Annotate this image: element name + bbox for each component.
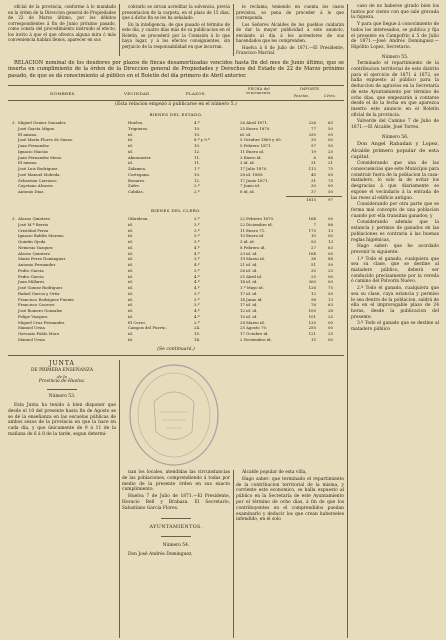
header-fecha: FECHA del vencimiento. xyxy=(246,87,272,96)
column-rule xyxy=(119,4,120,56)
row-pesetas: 36 xyxy=(311,256,316,262)
row-cents: 50 xyxy=(328,290,333,296)
row-fecha: 17 Junio 1871. xyxy=(240,177,269,183)
ayuntamientos-title: AYUNTAMIENTOS. xyxy=(149,524,203,530)
row-cents: 50 xyxy=(328,262,333,267)
row-pesetas: 51 xyxy=(311,262,316,267)
row-pesetas: 10 xyxy=(311,233,316,239)
paragraph: 1.º Todo el ganado, cualquiera que sea su clase, que se destine al matadero público, deberá ser conducido precisamente por la vereda ó camino del Polvorín Nuevo. xyxy=(351,256,439,285)
ayuntamientos-number: Número 54. xyxy=(162,543,190,549)
row-name: Ignacio Macías xyxy=(18,148,48,154)
row-fecha: 17 Octubre id. xyxy=(240,331,269,336)
row-pesetas: 19 xyxy=(311,148,316,154)
row-cents: 25 xyxy=(328,331,333,336)
row-cents: 75 xyxy=(328,166,333,171)
row-cents: 75 xyxy=(328,285,333,290)
table-rule-bottom xyxy=(8,355,344,356)
row-fecha: 25 Agosto 70. xyxy=(240,325,268,331)
row-plazo: 3.º xyxy=(194,227,200,233)
row-pesetas: 25 xyxy=(311,273,316,279)
row-cents: 63 xyxy=(328,120,333,125)
row-vecindad: id. xyxy=(128,279,133,285)
row-plazo: 3.º xyxy=(194,302,200,308)
row-cents: 00 xyxy=(328,183,333,189)
row-fecha: 17 id. id. xyxy=(240,290,258,296)
section-rule xyxy=(161,536,191,537)
row-name: Antonio Fernandez xyxy=(18,262,56,267)
notice-number-55: Número 55. xyxy=(381,54,409,60)
row-plazo: 4.º xyxy=(194,308,200,313)
junta-subtitle: DE PRIMERA ENSEÑANZA xyxy=(30,368,94,373)
paragraph: En la inteligencia, de que pasado el término de este dia, y cuatro días más de su publicacion en el Boletín, se procederá por la Comisión á lo que haya lugar, y á los efectos consiguientes, sin perjuicio de la responsabilidad en que incurran. xyxy=(122,21,230,49)
row-cents: 50 xyxy=(328,143,333,148)
row-pesetas: 6 xyxy=(313,154,316,160)
row-pesetas: 164 xyxy=(308,216,316,221)
row-name: Nemesio Vazquez xyxy=(18,244,53,250)
bottom-mid-column xyxy=(122,470,230,559)
row-name: Alonso Quintero xyxy=(18,216,50,221)
row-name: José Gomez Rodriguez xyxy=(18,285,63,290)
row-vecindad: id. xyxy=(128,143,133,148)
row-pesetas: 125 xyxy=(308,319,316,325)
row-vecindad: id. xyxy=(128,137,133,143)
row-plazo: 3.º xyxy=(194,216,200,221)
row-fecha: 10 id. id. xyxy=(240,313,258,319)
row-fecha: 1.º Mayo id. xyxy=(240,285,264,290)
subtotal-row xyxy=(8,197,344,203)
junta-column xyxy=(8,360,116,439)
junta-rule xyxy=(47,389,77,390)
table-clero xyxy=(8,216,344,343)
row-vecindad: id. xyxy=(128,336,133,342)
row-name: Pedro Garcia xyxy=(18,267,44,273)
junta-title: JUNTA xyxy=(49,360,75,367)
row-fecha: 22 Febrero 1870. xyxy=(240,216,275,221)
row-name: Sebastian Carrasco. xyxy=(18,177,58,183)
paragraph: caso de no haberse girado bien los tantos por ciento con que sale gravada la riqueza. xyxy=(351,4,439,21)
junta-number: Número 53. xyxy=(48,393,76,399)
top-right-column xyxy=(236,4,344,57)
row-vecindad: Cortegana. xyxy=(128,171,150,177)
row-plazo: 3.º xyxy=(194,267,200,273)
row-plazo: 3.º xyxy=(194,233,200,239)
paragraph: oficial de la provincia, conforme á lo mandado en la órden de la Direccion general de Propiedades de 22 de Marzo último, por los débitos correspondientes á fin de Junio próximo pasado, como consta del procedimiento instruido al efecto, los invito á que el que ofrezca alguna mira ó más conveniencia hablan llenos, aparecer en sus xyxy=(8,4,116,42)
row-vecindad: id. xyxy=(128,331,133,336)
row-name: José Romero Gonzalez xyxy=(18,308,63,313)
row-name: Miguel Gomez Gonzalez xyxy=(18,120,66,125)
row-plazo: 4.º xyxy=(194,262,200,267)
row-vecindad: Trigueros. xyxy=(128,125,149,131)
row-vecindad: id. xyxy=(128,233,133,239)
row-cents: 00 xyxy=(328,325,333,331)
subtotal-cents: 97 xyxy=(328,197,333,202)
row-cents: 00 xyxy=(328,171,333,177)
header-plazos: PLAZOS. xyxy=(186,91,207,96)
row-pesetas: 31 xyxy=(311,177,316,183)
row-cents: 25 xyxy=(328,267,333,273)
row-cents: 13 xyxy=(328,239,333,244)
row-cents: 00 xyxy=(328,216,333,221)
row-pesetas: 77 xyxy=(311,125,316,131)
row-plazo: 3.º xyxy=(194,256,200,262)
row-vecindad: Campos del Puerto. xyxy=(128,325,167,331)
row-vecindad: Zufre. xyxy=(128,183,141,189)
row-vecindad: Bonares. xyxy=(128,177,146,183)
table-estado xyxy=(8,120,344,195)
row-name: Rafael Garcia y Ortiz xyxy=(18,290,60,296)
row-fecha: 17 Julio 1870. xyxy=(240,166,268,171)
row-name: José García Migue. xyxy=(18,125,56,131)
row-name: Pedro Garcia xyxy=(18,273,44,279)
row-cents: 88 xyxy=(328,154,333,160)
row-cents: 00 xyxy=(328,319,333,325)
row-cents: 63 xyxy=(328,302,333,308)
row-cents: 00 xyxy=(328,273,333,279)
row-plazo: 10. xyxy=(194,143,201,148)
row-pesetas: 50 xyxy=(311,239,316,244)
row-pesetas: 76 xyxy=(311,302,316,308)
paragraph: Considerando que una de las consecuencias que este Municipio para construir fuera de la poblacion la casa-matadero, lo solo la de evitar los desgracias á que diariamente se expone el vecindario á la entrada de las reses al edificio antiguo. xyxy=(351,161,439,201)
section-rule xyxy=(161,518,191,519)
row-plazo: 3.º xyxy=(194,239,200,244)
row-fecha: 22 Diciembre id. xyxy=(240,221,273,227)
table-row xyxy=(8,337,344,343)
row-plazo: 2.º xyxy=(194,319,200,325)
row-name: Francisco Rodriguez Puente xyxy=(18,296,74,302)
row-fecha: 23 id. id. xyxy=(240,250,258,256)
row-vecindad: id. xyxy=(128,227,133,233)
row-pesetas: 121 xyxy=(308,331,316,336)
junta-province: Provincia de Huelva. xyxy=(38,379,86,384)
row-fecha: 3 id. id. xyxy=(240,239,255,244)
row-fecha: 12 id. id. xyxy=(240,308,258,313)
row-plazo: 10. xyxy=(194,125,201,131)
row-vecindad: id. xyxy=(128,273,133,279)
row-fecha: 19 Marzo id. xyxy=(240,256,265,262)
header-importe: IMPORTE xyxy=(300,87,320,91)
row-vecindad: id. xyxy=(128,290,133,296)
row-number: 3. xyxy=(12,216,16,221)
row-vecindad: id. xyxy=(128,244,133,250)
subtotal-pesetas: 1815 xyxy=(306,197,316,202)
row-name: Juan Fernandez xyxy=(18,143,49,148)
column-rule xyxy=(233,4,234,56)
row-vecindad: id. xyxy=(128,239,133,244)
row-plazo: 2.º xyxy=(194,183,200,189)
row-fecha: 21 id. id. xyxy=(240,262,258,267)
row-fecha: 25 Abril id. xyxy=(240,273,263,279)
relacion-title: RELACION nominal de los deudores por plazos de fincas desamortizadas vencidos hasta fin del mes de Junio último, que se inserta en cumplimiento de la órden de la Direccion general de Propiedades y Derechos del Estado de 22 de Marzo próximo pasado, de que se dá conocimiento al público en el Boletín del día primero de Abril anterior. xyxy=(8,60,344,79)
row-cents: 88 xyxy=(328,221,333,227)
column-rule xyxy=(347,4,348,638)
top-mid-column xyxy=(122,4,230,50)
row-cents: 50 xyxy=(328,189,333,194)
row-cents: 75 xyxy=(328,177,333,183)
row-fecha: 8 id. id. xyxy=(240,189,255,194)
row-fecha: 25 Enero 1870. xyxy=(240,125,271,131)
row-pesetas: 126 xyxy=(308,285,316,290)
row-vecindad: id. xyxy=(128,296,133,302)
paragraph: Considerando por otra parte que se forma mal concepto de una poblacion cuando por ella transitan ganados; y xyxy=(351,202,439,219)
column-rule xyxy=(233,470,234,638)
row-cents: 13 xyxy=(328,227,333,233)
row-cents: 13 xyxy=(328,296,333,302)
row-vecindad: id. xyxy=(128,131,133,137)
paragraph: Terminado el repartimiento de la contribucion territorial de este distrito para el ejercicio de 1871 á 1872, se halla expuesto al público para la deduccion de agravios en la Secretaría de este Ayuntamiento por término de ocho días, que empezarán á contarse desde el de la fecha en que aparezca inserto este anuncio en el Boletín oficial de la provincia. xyxy=(351,61,439,118)
row-fecha: 7 Junio id. xyxy=(240,183,261,189)
paragraph: Hago saber: que he acordado prevenir lo siguiente: xyxy=(351,244,439,255)
row-plazo: 10. xyxy=(194,171,201,177)
paragraph: cobrarlo se sirvan acreditar la solvencia, previa presentacion de la carpeta, en el plazo de 15 días, que á dicho fin se les ha señalado. xyxy=(122,4,230,20)
row-vecindad: id. xyxy=(128,285,133,290)
row-vecindad: id. xyxy=(128,160,133,166)
row-vecindad: Almonaster. xyxy=(128,154,152,160)
header-cents: Cénts. xyxy=(324,94,337,98)
row-plazo: 4.º xyxy=(194,313,200,319)
row-plazo: 3.º xyxy=(194,296,200,302)
row-fecha: 3 Enero id. xyxy=(240,154,262,160)
row-fecha: 5 Febrero 1871. xyxy=(240,143,272,148)
row-plazo: 11. xyxy=(194,154,201,160)
row-cents: 00 xyxy=(328,233,333,239)
row-plazo: 4.º xyxy=(194,273,200,279)
row-plazo: 4.º xyxy=(194,279,200,285)
row-fecha: 11 Enero 71. xyxy=(240,227,266,233)
row-name: Manuel Ursia xyxy=(18,325,45,331)
row-fecha: 17 id. id. xyxy=(240,302,258,308)
row-cents: 00 xyxy=(328,131,333,137)
row-cents: 63 xyxy=(328,244,333,250)
row-name: Antonio Diaz. xyxy=(18,189,45,194)
row-fecha: 8 Febrero id. xyxy=(240,244,266,250)
paragraph: Don Angel Rabadan y Lopez, Alcalde primero popular de esta capital. xyxy=(351,141,439,161)
row-vecindad: El Cerro. xyxy=(128,319,146,325)
row-name: Alonso Quintero xyxy=(18,250,50,256)
paragraph: Valverde del Camino 7 de Julio de 1871.—El Alcalde, José Torres. xyxy=(351,119,439,131)
row-vecindad: Gibraleon. xyxy=(128,216,149,221)
junta-subtitle-2: de la xyxy=(57,373,67,379)
row-fecha: 28 Marzo id. xyxy=(240,319,265,325)
row-vecindad: id. xyxy=(128,302,133,308)
paragraph: nan los locales, atendidas las circunstancias de las poblaciones, comprendiendo á todas por medio de la presente órden en sus exacto cumplimiento. xyxy=(122,470,230,493)
paragraph: le reclama, teniendo en cuenta los casos previstos, so pena de proceder á lo que corresponda. xyxy=(236,4,344,20)
row-fecha: 28 id. 1869. xyxy=(240,171,264,177)
row-pesetas: 30 xyxy=(311,183,316,189)
table-rule-header xyxy=(8,100,344,101)
row-vecindad: id. xyxy=(128,148,133,154)
row-name: José Luis Rodriguez. xyxy=(18,166,59,171)
row-cents: 00 xyxy=(328,250,333,256)
row-plazo: 12. xyxy=(194,177,201,183)
row-name: Francisco Caceres xyxy=(18,302,55,308)
row-fecha: 26 id. id. xyxy=(240,267,258,273)
row-plazo: 4.º xyxy=(194,285,200,290)
row-name: José Manuel Moheda. xyxy=(18,171,61,177)
row-pesetas: 97 xyxy=(311,143,316,148)
row-pesetas: 330 xyxy=(308,131,316,137)
row-pesetas: 7 xyxy=(313,221,316,227)
row-pesetas: 35 xyxy=(311,267,316,273)
row-plazo: 4.º xyxy=(194,244,200,250)
row-name: Cristóbal Perea xyxy=(18,227,49,233)
section-clero: BIENES DEL CLERO. xyxy=(150,208,202,213)
row-cents: 25 xyxy=(328,148,333,154)
row-plazo: 3.º xyxy=(194,221,200,227)
row-name: Ignacio Baldés Moreno xyxy=(18,233,64,239)
row-name: María Perez Dominguez xyxy=(18,256,66,262)
row-cents: 25 xyxy=(328,313,333,319)
row-plazo: 24. xyxy=(194,325,201,331)
row-cents: 50 xyxy=(328,125,333,131)
row-plazo: 2.º xyxy=(194,189,200,194)
row-pesetas: 35 xyxy=(311,137,316,143)
row-cents: 21 xyxy=(328,160,333,166)
row-fecha: 2 Noviembre id. xyxy=(240,336,272,342)
row-name: Felipe Vazquez xyxy=(18,313,48,319)
row-cents: 00 xyxy=(328,336,333,342)
row-name: Cayetano Alvarez. xyxy=(18,183,54,189)
row-pesetas: 300 xyxy=(308,279,316,285)
row-cents: 00 xyxy=(328,279,333,285)
note-start: (Esta relacion empezó á publicarse en el número 5.) xyxy=(115,102,237,107)
table-row xyxy=(8,189,344,195)
header-nombres: NOMBRES. xyxy=(50,91,77,96)
row-pesetas: 40 xyxy=(311,171,316,177)
paragraph: Huelva á 6 de Julio de 1871.—El Presidente, Francisco Marcial. xyxy=(236,44,344,55)
header-vecindad: VECINDAD. xyxy=(124,91,152,96)
row-pesetas: 226 xyxy=(308,120,316,125)
table-rule-top xyxy=(8,85,344,86)
row-plazo: 4.º xyxy=(194,120,200,125)
row-vecindad: id. xyxy=(128,313,133,319)
row-name: El mismo. xyxy=(18,131,38,137)
row-fecha: 10 Enero id. xyxy=(240,233,265,239)
row-pesetas: 164 xyxy=(308,250,316,256)
paragraph: Considerando además que la estancia y permiso de ganados en las poblaciones es contraria á las buenas reglas higiénicas, xyxy=(351,220,439,243)
row-plazo: 3.º xyxy=(194,290,200,296)
row-fecha: 11 Enero id. xyxy=(240,148,265,154)
row-name: Quintín Ojeda xyxy=(18,239,46,244)
row-vecindad: id. xyxy=(128,250,133,256)
row-cents: 88 xyxy=(328,256,333,262)
row-name: Miguel Cruz Fernandez xyxy=(18,319,65,325)
row-plazo: 10. xyxy=(194,131,201,137)
row-pesetas: 101 xyxy=(308,313,316,319)
row-pesetas: 37 xyxy=(311,189,316,194)
row-cents: 00 xyxy=(328,137,333,143)
notice-number-56: Número 56. xyxy=(381,134,409,140)
row-cents: 38 xyxy=(328,308,333,313)
paragraph: Y para que llegue á conocimiento de todos los interesados, se publica y fija el presente en Campofrío á 5 de Julio de 1871.—José Andrés Dominguez.—Hipólito Lopez, Secretario. xyxy=(351,22,439,50)
bottom-right-mid-column xyxy=(236,470,344,524)
column-rule xyxy=(119,360,120,638)
row-fecha: 26 Abril 1871. xyxy=(240,120,269,125)
row-plazo: 1.º xyxy=(194,166,200,171)
row-pesetas: 27 xyxy=(311,244,316,250)
paragraph: 3.º Todo el ganado que se destine al matadero público xyxy=(351,321,439,333)
row-name: José María Flores de Saura. xyxy=(18,137,74,143)
top-left-column xyxy=(8,4,116,44)
row-pesetas: 100 xyxy=(308,308,316,313)
paragraph: Los Señores Alcaldes de los pueblos cuidarán de dar la mayor publicidad á este anuncio, enviando al dia á los acreedores de sus hacendados que les comprenden. xyxy=(236,21,344,43)
row-pesetas: 15 xyxy=(311,336,316,342)
row-plazo: 14. xyxy=(194,336,201,342)
row-vecindad: id. xyxy=(128,267,133,273)
row-vecindad: id. xyxy=(128,256,133,262)
row-pesetas: 250 xyxy=(308,325,316,331)
library-stamp xyxy=(126,362,222,468)
paragraph: Hago saber: que terminado el repartimiento de la contribucion territorial de la misma, y corriente este economico, se halla expuesto al público en la Secretaría de este Ayuntamiento por el término de ocho días, á fin de que los contribuyentes en el comprendidos puedan examinarlo y deducir los que crean haberseles infendido, en el solo xyxy=(236,476,344,523)
header-pesetas: Pesetas. xyxy=(294,94,310,98)
row-plazo: 15. xyxy=(194,331,201,336)
row-number: 3. xyxy=(12,120,16,125)
row-pesetas: 175 xyxy=(308,227,316,233)
row-name: Gervasio Pablo Moro xyxy=(18,331,60,336)
row-name: Manuel Ursia xyxy=(18,336,45,342)
row-fecha: 14 Junio id. xyxy=(240,296,263,302)
right-column xyxy=(351,4,439,334)
row-plazo: 8.º y 9.º xyxy=(194,137,210,143)
section-estado: BIENES DEL ESTADO. xyxy=(149,112,203,117)
row-name: Juan Fernandez Mesa. xyxy=(18,154,63,160)
row-name: Juan Millares xyxy=(18,279,45,285)
paragraph: Huelva 7 de Julio de 1871.—El Presidente, Horacio Bell y Brabaza. El Secretario, Salustiano García Flores. xyxy=(122,494,230,511)
row-vecindad: Cabilas. xyxy=(128,189,144,194)
row-pesetas: 31 xyxy=(311,160,316,166)
row-plazo: 12. xyxy=(194,148,201,154)
paragraph: Don José Andrés Dominguez, xyxy=(128,552,193,558)
row-name: José M.ª Berrio xyxy=(18,221,49,227)
row-fecha: 5 Octubre 1869 y 69. xyxy=(240,137,282,143)
se-continuara: (Se continuará.) xyxy=(157,347,195,352)
paragraph: Alcalde popular de esta villa, xyxy=(242,470,307,475)
junta-text: Esta Junta ha tenido á bien disponer que desde el 10 del presente hasta fin de Agosto se se dé la enseñanza en las escuelas públicas de ambos sexos de la provincia en que la hace en cada día, y que únicamente de 9 á 11 de la mañana de 6 á 8 de la tarde, segun determi- xyxy=(8,403,116,437)
row-name: El mismo. xyxy=(18,160,38,166)
row-fecha: 14 id. id. xyxy=(240,279,258,285)
row-plazo: 4.º xyxy=(194,250,200,256)
row-vecindad: Zalamea. xyxy=(128,166,147,171)
row-pesetas: 98 xyxy=(311,296,316,302)
row-vecindad: Huelva. xyxy=(128,120,144,125)
row-pesetas: 113 xyxy=(308,166,316,171)
row-vecindad: id. xyxy=(128,308,133,313)
row-fecha: id. id. xyxy=(240,131,252,137)
row-vecindad: id. xyxy=(128,262,133,267)
paragraph: 2.º Todo el ganado, cualquiera que sea su clase, cuya estancia y permiso le sea dentro de la poblacion, saldrá de ella en el improrogable plazo de 24 horas, desde la publicacion del presente. xyxy=(351,286,439,320)
row-pesetas: 12 xyxy=(311,290,316,296)
row-vecindad: id. xyxy=(128,221,133,227)
row-plazo: 11. xyxy=(194,160,201,166)
row-fecha: 3 id. id. xyxy=(240,160,255,166)
